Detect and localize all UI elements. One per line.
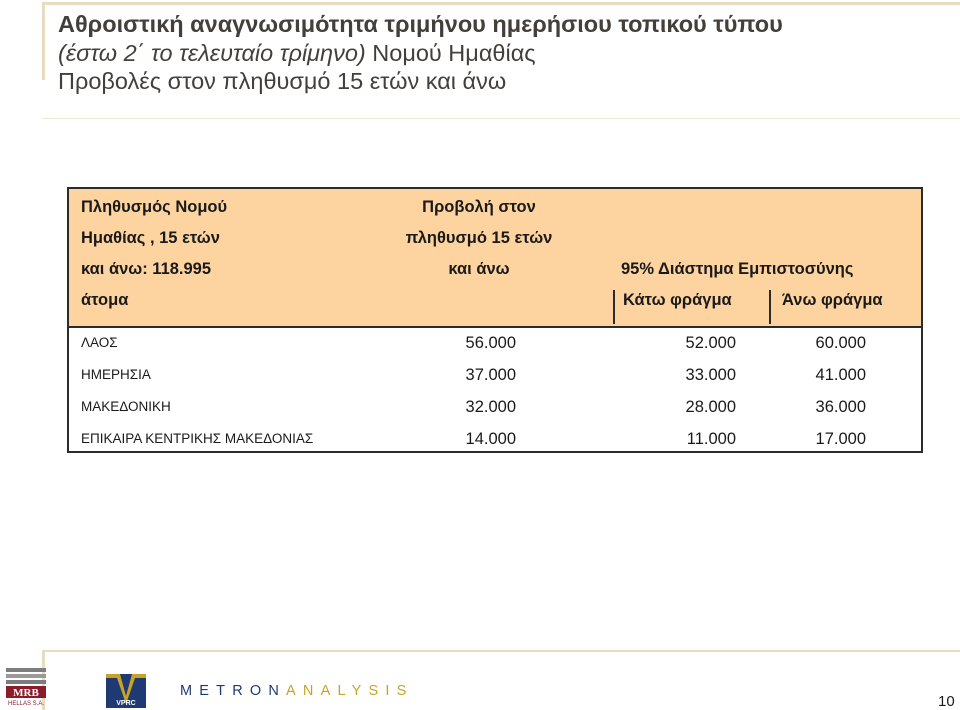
row-upper: 17.000 — [815, 430, 866, 448]
mrb-logo — [6, 668, 46, 706]
metron-analysis-logo — [180, 683, 413, 699]
table-row — [69, 392, 921, 424]
frame-divider-line — [42, 118, 960, 119]
table-row — [69, 424, 921, 456]
metron-logo-part: METRON — [180, 683, 287, 699]
title-line-2-rest: Νομού Ημαθίας — [365, 39, 536, 66]
row-lower: 33.000 — [685, 366, 736, 384]
row-upper: 36.000 — [815, 398, 866, 416]
row-newspaper: ΜΑΚΕΔΟΝΙΚΗ — [81, 399, 171, 414]
row-lower: 52.000 — [685, 334, 736, 352]
header-population: Πληθυσμός Νομού Ημαθίας , 15 ετών και άνω: 118.995 άτομα — [81, 198, 228, 309]
row-upper: 60.000 — [815, 334, 866, 352]
row-lower: 11.000 — [686, 430, 736, 448]
vprc-logo — [106, 674, 146, 708]
header-separator-right — [769, 290, 771, 324]
title-line-3: Προβολές στον πληθυσμό 15 ετών και άνω — [58, 68, 507, 94]
row-projection: 56.000 — [465, 334, 516, 352]
row-projection: 37.000 — [465, 366, 516, 384]
row-newspaper: ΛΑΟΣ — [81, 335, 118, 350]
readership-table — [67, 187, 923, 453]
title-line-2 — [58, 39, 783, 68]
row-projection: 32.000 — [465, 398, 516, 416]
title-line-2-italic: (έστω 2΄ το τελευταίο τρίμηνο) — [58, 39, 366, 66]
row-upper: 41.000 — [815, 366, 866, 384]
header-projection: Προβολή στον πληθυσμό 15 ετών και άνω — [405, 198, 553, 278]
page-number: 10 — [938, 693, 955, 710]
frame-top-line — [42, 2, 960, 5]
mrb-logo-text: MRB — [13, 687, 39, 699]
slide-title — [58, 10, 783, 96]
row-newspaper: ΕΠΙΚΑΙΡΑ ΚΕΝΤΡΙΚΗΣ ΜΑΚΕΔΟΝΙΑΣ — [81, 431, 314, 446]
frame-bottom-line — [42, 650, 960, 652]
row-projection: 14.000 — [465, 430, 516, 448]
header-confidence-interval: 95% Διάστημα Εμπιστοσύνης — [621, 260, 854, 278]
row-lower: 28.000 — [685, 398, 736, 416]
mrb-logo-subtext: HELLAS S.A. — [7, 701, 45, 706]
vprc-logo-text: VPRC — [116, 700, 136, 707]
table-row — [69, 360, 921, 392]
analysis-logo-part: ANALYSIS — [286, 683, 414, 699]
header-lower-bound: Κάτω φράγμα — [623, 291, 732, 309]
frame-left-line — [42, 2, 45, 80]
table-header — [69, 189, 921, 328]
row-newspaper: ΗΜΕΡΗΣΙΑ — [81, 367, 151, 382]
title-line-1: Αθροιστική αναγνωσιμότητα τριμήνου ημερήσιου τοπικού τύπου — [58, 11, 783, 37]
header-upper-bound: Άνω φράγμα — [782, 291, 883, 309]
table-row — [69, 328, 921, 360]
header-separator-left — [613, 290, 615, 324]
